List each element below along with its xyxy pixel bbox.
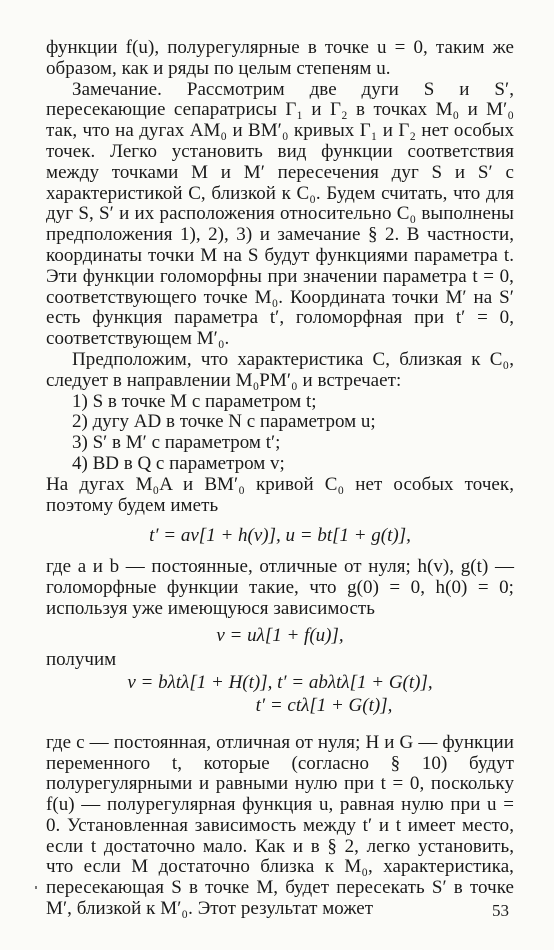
print-speck — [35, 886, 37, 889]
intersection-list — [46, 392, 514, 475]
list-item: 2) дугу AD в точке N с параметром u; — [72, 411, 376, 433]
paragraph-obtain: получим — [46, 649, 117, 671]
formula-4: t′ = ctλ[1 + G(t)], — [255, 694, 393, 716]
paragraph-arcs: На дугах M₀A и BM′₀ кривой C₀ нет особых точек, поэтому будем иметь — [46, 473, 514, 516]
list-item: 1) S в точке M с параметром t; — [72, 390, 317, 412]
paragraph-conclusion: где c — постоянная, отличная от нуля; H и G — функции переменного t, которые (согласно § 10) будут полурегулярными и равными нулю при t = 0, поскольку f(u) — полурегулярная функция u, равная нулю при u = 0. Установленная зависимость между t′ и t имеет место, если t достаточно мало. Как и в § 2, легко установить, что если M достаточно близка к M₀, характеристика, пересекающая S в точке M, будет пересекать S′ в точке M′, близкой к M′₀. Этот результат может — [46, 731, 514, 920]
list-item: 3) S′ в M′ с параметром t′; — [72, 432, 281, 454]
paragraph-constants: где a и b — постоянные, отличные от нуля; h(v), g(t) — голоморфные функции такие, что g(0) = 0, h(0) = 0; используя уже имеющуюся зависимость — [46, 556, 514, 619]
page-number: 53 — [492, 901, 509, 920]
formula-2: v = uλ[1 + f(u)], — [216, 624, 344, 646]
formula-1: t′ = av[1 + h(v)], u = bt[1 + g(t)], — [149, 525, 411, 547]
page-body — [46, 38, 514, 920]
paragraph-remark: Замечание. Рассмотрим две дуги S и S′, пересекающие сепаратрисы Γ₁ и Γ₂ в точках M₀ и M′₀ так, что на дугах AM₀ и BM′₀ кривых Γ₁ и Γ₂ нет особых точек. Легко установить вид функции соответствия между точками M и M′ пересечения дуг S и S′ с характеристикой C, близкой к C₀. Будем считать, что для дуг S, S′ и их расположения относительно C₀ выполнены предположения 1), 2), 3) и замечание § 2. В частности, координаты точки M на S будут функциями параметра t. Эти функции голоморфны при значении параметра t = 0, соответствующего точке M₀. Координата точки M′ на S′ есть функция параметра t′, голоморфная при t′ = 0, соответствующем M′₀. — [46, 78, 514, 350]
list-item: 4) BD в Q с параметром v; — [72, 452, 285, 474]
paragraph-1: функции f(u), полурегулярные в точке u = 0, таким же образом, как и ряды по целым степеням u. — [46, 37, 514, 79]
formula-3: v = bλtλ[1 + H(t)], t′ = abλtλ[1 + G(t)], — [127, 672, 433, 694]
paragraph-assumption: Предположим, что характеристика C, близкая к C₀, следует в направлении M₀PM′₀ и встречает: — [46, 348, 514, 391]
